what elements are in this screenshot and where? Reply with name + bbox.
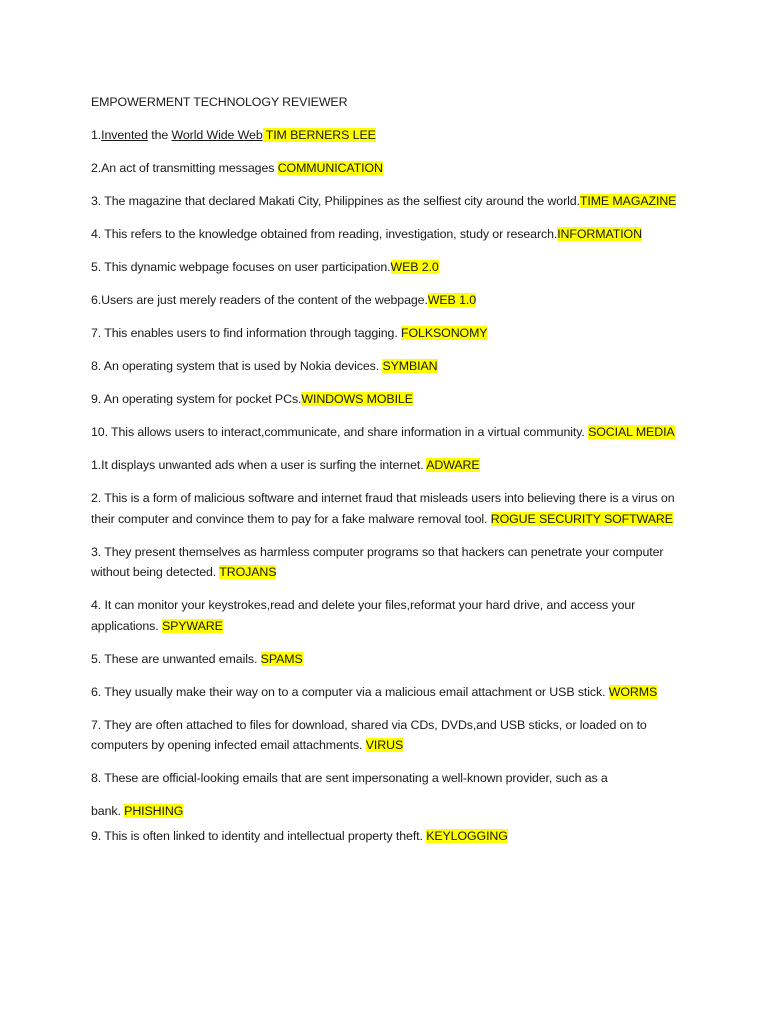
- question-text: 4. It can monitor your keystrokes,read and delete your files,reformat your hard drive, and access your applications.: [91, 598, 636, 633]
- question-item: [91, 422, 681, 443]
- question-item: [91, 682, 681, 703]
- question-item: [91, 191, 681, 212]
- question-text: 10. This allows users to interact,communicate, and share information in a virtual community.: [91, 425, 589, 439]
- question-number: 1.: [91, 128, 102, 142]
- highlighted-answer: SPAMS: [260, 651, 303, 666]
- question-text: 8. An operating system that is used by Nokia devices.: [91, 359, 383, 373]
- question-item: [91, 595, 681, 636]
- question-list: [91, 158, 681, 756]
- question-item: [91, 356, 681, 377]
- question-item: [91, 389, 681, 410]
- highlighted-answer: VIRUS: [365, 738, 404, 752]
- question-text: 1.It displays unwanted ads when a user is surfing the internet.: [91, 458, 427, 472]
- highlighted-answer: FOLKSONOMY: [401, 326, 488, 340]
- question-text: 2. This is a form of malicious software and internet fraud that misleads users into believing there is a virus on their computer and convince them to pay for a fake malware removal tool.: [91, 491, 675, 526]
- question-item: [91, 768, 681, 789]
- highlighted-answer: WINDOWS MOBILE: [301, 392, 413, 406]
- question-item: [91, 649, 681, 670]
- question-text: 6.Users are just merely readers of the content of the webpage.: [91, 293, 428, 307]
- question-text: 7. This enables users to find information through tagging.: [91, 326, 402, 340]
- document-title: EMPOWERMENT TECHNOLOGY REVIEWER: [91, 95, 348, 109]
- question-text: 2.An act of transmitting messages: [91, 161, 278, 175]
- question-text: 9. An operating system for pocket PCs.: [91, 392, 302, 406]
- question-item: [91, 715, 681, 756]
- highlighted-answer: SYMBIAN: [382, 359, 438, 373]
- document-body: [91, 92, 681, 859]
- question-item: [91, 542, 681, 583]
- question-text: 5. This dynamic webpage focuses on user participation.: [91, 260, 391, 274]
- highlighted-answer: ADWARE: [426, 458, 480, 472]
- highlighted-answer: TIME MAGAZINE: [579, 194, 677, 208]
- question-text: 9. This is often linked to identity and intellectual property theft.: [91, 829, 427, 843]
- highlighted-answer: PHISHING: [124, 804, 184, 818]
- highlighted-answer: WORMS: [608, 684, 658, 699]
- question-text: bank.: [91, 804, 125, 818]
- question-text: 5. These are unwanted emails.: [91, 651, 261, 666]
- highlighted-answer: TIM BERNERS LEE: [262, 128, 376, 142]
- highlighted-answer: TROJANS: [219, 565, 277, 579]
- question-item: [91, 290, 681, 311]
- highlighted-answer: INFORMATION: [557, 227, 642, 241]
- question-item: [91, 158, 681, 179]
- question-text: 3. They present themselves as harmless computer programs so that hackers can penetrate your computer without being detected.: [91, 544, 664, 579]
- question-item: [91, 455, 681, 476]
- underlined-text: World Wide Web: [171, 128, 263, 142]
- question-item: [91, 125, 681, 146]
- highlighted-answer: ROGUE SECURITY SOFTWARE: [490, 511, 673, 526]
- question-text: 7. They are often attached to files for download, shared via CDs, DVDs,and USB sticks, or loaded on to computers by opening infected email attachments.: [91, 717, 647, 752]
- question-text: 8. These are official-looking emails that are sent impersonating a well-known provider, such as a: [91, 771, 608, 785]
- question-item: [91, 224, 681, 245]
- highlighted-answer: WEB 2.0: [390, 260, 439, 274]
- question-item-continuation: [91, 801, 681, 822]
- highlighted-answer: COMMUNICATION: [277, 161, 383, 175]
- underlined-text: Invented: [101, 128, 148, 142]
- question-item: [91, 488, 681, 529]
- question-item: [91, 257, 681, 278]
- question-item: [91, 826, 681, 847]
- highlighted-answer: SOCIAL MEDIA: [588, 425, 675, 439]
- highlighted-answer: SPYWARE: [161, 618, 223, 633]
- question-item: [91, 323, 681, 344]
- highlighted-answer: KEYLOGGING: [426, 829, 508, 843]
- highlighted-answer: WEB 1.0: [427, 293, 476, 307]
- question-text: 3. The magazine that declared Makati City, Philippines as the selfiest city around the world.: [91, 194, 580, 208]
- question-text: 4. This refers to the knowledge obtained from reading, investigation, study or research.: [91, 227, 558, 241]
- question-text: the: [147, 128, 172, 142]
- question-text: 6. They usually make their way on to a computer via a malicious email attachment or USB stick.: [91, 684, 609, 699]
